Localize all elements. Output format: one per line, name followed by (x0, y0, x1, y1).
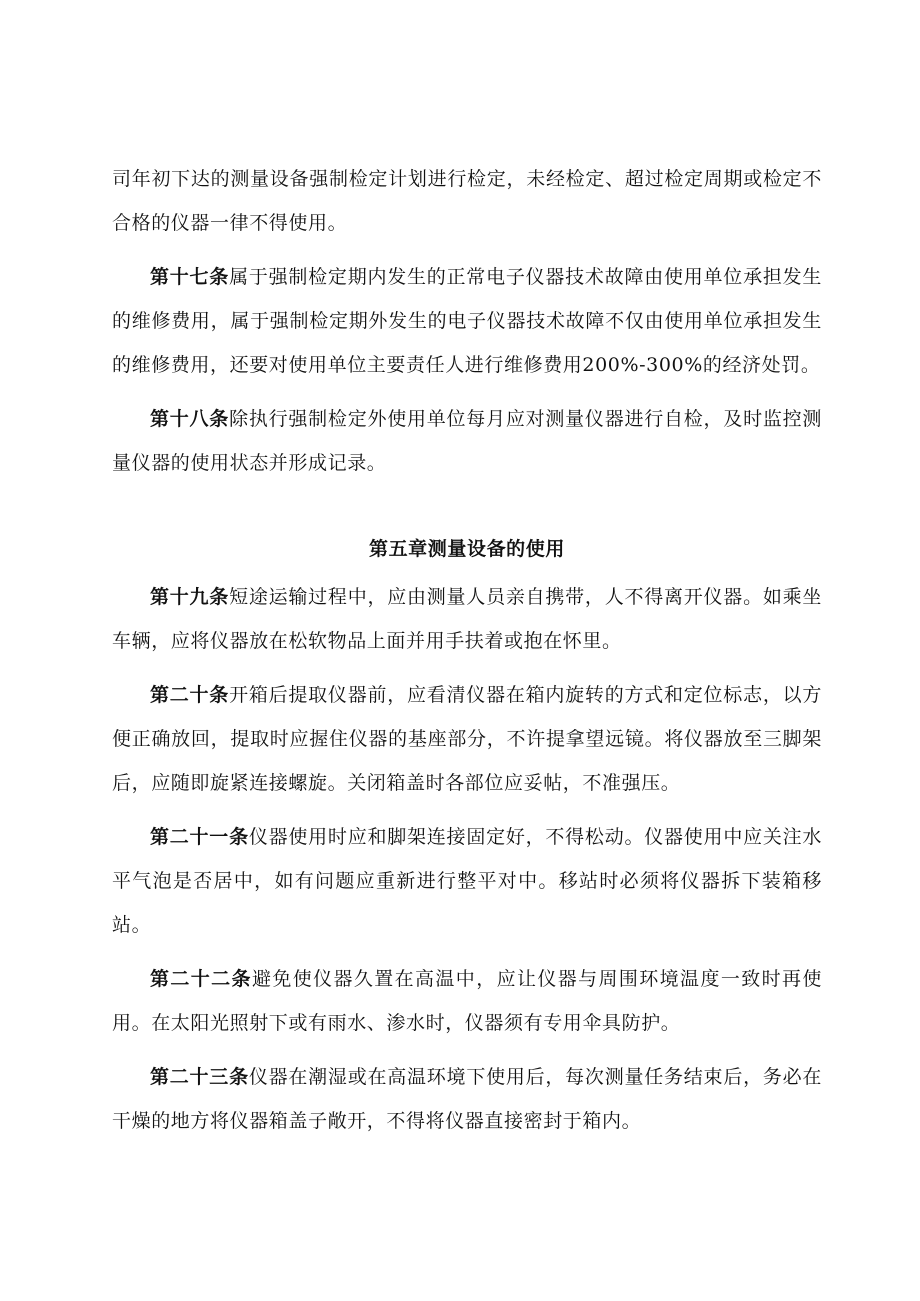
article-18-text: 除执行强制检定外使用单位每月应对测量仪器进行自检，及时监控测量仪器的使用状态并形成记录。 (112, 408, 822, 474)
article-18 (112, 397, 822, 485)
article-21 (112, 815, 822, 947)
article-19-text: 短途运输过程中，应由测量人员亲自携带，人不得离开仪器。如乘坐车辆，应将仪器放在松软物品上面并用手扶着或抱在怀里。 (112, 586, 822, 652)
article-21-text: 仪器使用时应和脚架连接固定好，不得松动。仪器使用中应关注水平气泡是否居中，如有问题应重新进行整平对中。移站时必须将仪器拆下装箱移站。 (112, 826, 822, 936)
article-17 (112, 255, 822, 387)
article-22 (112, 957, 822, 1045)
article-23-text: 仪器在潮湿或在高温环境下使用后，每次测量任务结束后，务必在干燥的地方将仪器箱盖子敞开，不得将仪器直接密封于箱内。 (112, 1066, 822, 1132)
article-17-text: 属于强制检定期内发生的正常电子仪器技术故障由使用单位承担发生的维修费用，属于强制检定期外发生的电子仪器技术故障不仅由使用单位承担发生的维修费用，还要对使用单位主要责任人进行维修费用200%-300%的经济处罚。 (112, 266, 822, 376)
chapter-title: 第五章测量设备的使用 (368, 538, 565, 560)
article-23-label: 第二十三条 (150, 1066, 249, 1088)
continued-paragraph: 司年初下达的测量设备强制检定计划进行检定，未经检定、超过检定周期或检定不合格的仪器一律不得使用。 (112, 168, 822, 234)
article-23 (112, 1055, 822, 1143)
article-20-label: 第二十条 (150, 684, 230, 706)
article-19-label: 第十九条 (150, 586, 230, 608)
article-19 (112, 575, 822, 663)
article-20 (112, 673, 822, 805)
article-22-text: 避免使仪器久置在高温中，应让仪器与周围环境温度一致时再使用。在太阳光照射下或有雨水、渗水时，仪器须有专用伞具防护。 (112, 968, 822, 1034)
article-20-text: 开箱后提取仪器前，应看清仪器在箱内旋转的方式和定位标志，以方便正确放回，提取时应握住仪器的基座部分，不许提拿望远镜。将仪器放至三脚架后，应随即旋紧连接螺旋。关闭箱盖时各部位应妥帖，不准强压。 (112, 684, 822, 794)
document-body (112, 157, 822, 1153)
article-22-label: 第二十二条 (150, 968, 252, 990)
article-18-label: 第十八条 (150, 408, 230, 430)
article-21-label: 第二十一条 (150, 826, 249, 848)
article-17-label: 第十七条 (150, 266, 230, 288)
